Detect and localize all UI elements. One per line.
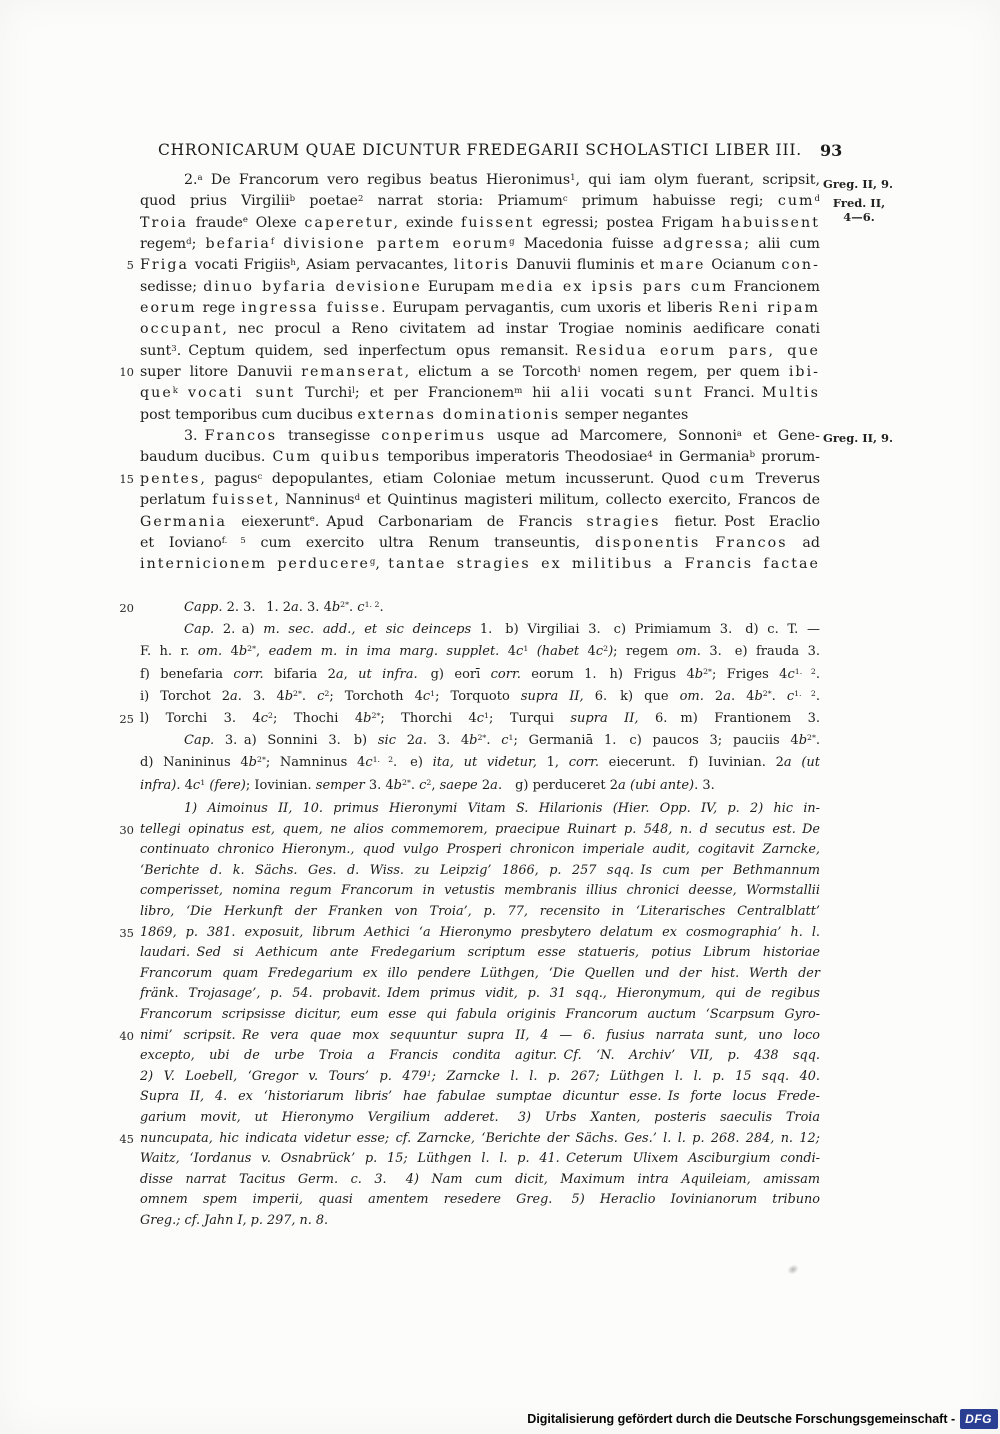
- line-number: 35: [119, 925, 134, 940]
- text-line: [140, 1149, 820, 1170]
- text-line: [140, 319, 820, 340]
- line-text: baudum ducibus. Cum quibus temporibus imperatoris Theodosiae$^4$ in Germania$^b$ prorum-: [140, 449, 820, 466]
- line-text: comperisset, nomina regum Francorum in vetustis membranis illius chronici deesse, Wormstallii: [140, 883, 820, 899]
- line-text: d) Nanininus $4b^{2*}$; Namninus $4c^{1. 2}$. e) ita, ut videtur, 1, corr. eiecerunt. f) Iuvinian. 2a (ut: [140, 755, 820, 771]
- line-text: super litore Danuvii remanserat, elictum a se Torcoth$^i$ nomen regem, per quem ibi-: [140, 364, 821, 381]
- line-number: 15: [119, 471, 134, 486]
- line-text: Francorum quam Fredegarium ex illo pendere Lüthgen, ‘Die Quellen und der hist. Werth der: [140, 965, 820, 981]
- line-text: omnem spem imperii, quasi amentem resedere Greg. 5) Heraclio Iovinianorum tribuno: [140, 1192, 820, 1208]
- line-text: sunt$^3$. Ceptum quidem, sed inperfectum opus remansit. Residua eorum pars, que: [140, 342, 820, 359]
- text-line: [140, 730, 820, 752]
- text-line: [140, 554, 820, 575]
- text-line: [140, 1211, 820, 1232]
- text-line: [140, 298, 820, 319]
- line-text: internicionem perducere$^g$, tantae stragies ex militibus a Francis factae: [140, 556, 820, 573]
- line-text: Waitz, ‘Iordanus v. Osnabrück’ p. 15; Lüthgen l. l. p. 41. Ceterum Ulixem Asciburgium condi-: [140, 1151, 820, 1167]
- line-text: Germania eiexerunt$^e$. Apud Carbonariam de Francis stragies fietur. Post Eraclio: [140, 513, 821, 530]
- text-line: [140, 775, 820, 797]
- margin-citation-greg-1: Greg. II, 9.: [823, 177, 894, 191]
- text-line: [140, 1005, 820, 1026]
- line-text: Greg.; cf. Jahn I, p. 297, n. 8.: [140, 1212, 329, 1228]
- text-line: [119, 820, 820, 841]
- line-number: 20: [119, 601, 134, 615]
- line-text: garium movit, ut Hieronymo Vergilium adderet. 3) Urbs Xanten, posteris saeculis Troia: [140, 1109, 820, 1125]
- text-line: [140, 752, 820, 774]
- line-number: 40: [119, 1028, 134, 1043]
- line-text: libro, ‘Die Herkunft der Franken von Troia’, p. 77, recensito in ‘Literarisches Centralblatt’: [140, 903, 820, 919]
- digitization-credit-text: Digitalisierung gefördert durch die Deutsche Forschungsgemeinschaft -: [527, 1412, 956, 1426]
- line-text: 1869, p. 381. exposuit, librum Aethici ‘a Hieronymo presbytero delatum ex cosmographia’ h. l.: [140, 924, 820, 940]
- line-number: 45: [119, 1131, 134, 1146]
- line-text: quod prius Virgilii$^b$ poetae$^2$ narrat storia: Priamum$^c$ primum habuisse regi; cum$^d$: [140, 193, 820, 210]
- main-latin-text: [119, 170, 821, 576]
- text-line: [140, 1190, 820, 1211]
- line-text: 2) V. Loebell, ‘Gregor v. Tours’ p. $479^1$; Zarncke l. l. p. 267; Lüthgen l. l. p. 15 sqq. 40.: [140, 1068, 820, 1084]
- text-line: [140, 641, 820, 663]
- text-line: [119, 362, 821, 383]
- text-line: [140, 1046, 820, 1067]
- line-text: disse narrat Tacitus Germ. c. 3. 4) Nam cum dicit, Maximum intra Aquileiam, amissam: [140, 1171, 820, 1187]
- text-line: [140, 984, 820, 1005]
- line-text: Cap. 2. a) m. sec. add., et sic deinceps 1. b) Virgiliai 3. c) Primiamum 3. d) c. T. —: [184, 622, 820, 638]
- text-line: [119, 597, 820, 619]
- text-line: [140, 1108, 820, 1129]
- text-line: [126, 255, 820, 276]
- margin-citation-fred: [828, 196, 890, 224]
- text-line: [140, 383, 820, 404]
- text-line: [140, 447, 820, 468]
- line-text: perlatum fuisset, Nanninus$^d$ et Quintinus magisteri militum, collecto exercito, Francos de: [140, 492, 820, 509]
- text-line: [140, 191, 820, 212]
- line-text: i) Torchot 2a. 3. $4b^{2*}$. $c^2$; Torchoth $4c^1$; Torquoto supra II, 6. k) que om. 2a. $4b^{2*}$. $c^{1. 2}$.: [140, 688, 821, 704]
- critical-apparatus: [119, 597, 821, 797]
- text-line: [140, 1067, 820, 1088]
- text-line: [140, 490, 820, 511]
- line-text: que$^k$ vocati sunt Turchi$^l$; et per Francionem$^m$ hii alii vocati sunt Franci. Multis: [140, 385, 820, 402]
- text-line: [119, 469, 820, 490]
- text-line: [140, 277, 820, 298]
- line-text: laudari. Sed si Aethicum ante Fredegarium scriptum esse statueris, potius Librum historiae: [140, 945, 820, 961]
- line-text: fränk. Trojasage’, p. 54. probavit. Idem primus vidit, p. 31 sqq., Hieronymum, qui de regibus: [140, 986, 820, 1002]
- line-number: 5: [126, 258, 134, 273]
- line-text: l) Torchi 3. $4c^2$; Thochi $4b^{2*}$; Thorchi $4c^1$; Turqui supra II, 6. m) Frantionem 3.: [140, 710, 820, 726]
- text-line: [140, 902, 820, 923]
- line-text: Supra II, 4. ex ‘historiarum libris’ hae fabulae sumptae dicuntur esse. Is forte locus Frede-: [140, 1089, 820, 1105]
- line-text: Cap. 3. a) Sonnini 3. b) sic 2a. 3. $4b^{2*}$. $c^1$; Germaniā 1. c) paucos 3; pauciis $4b^{2*}$.: [184, 733, 821, 749]
- line-text: 1) Aimoinus II, 10. primus Hieronymi Vitam S. Hilarionis (Hier. Opp. IV, p. 2) hic in-: [184, 801, 820, 816]
- line-text: ‘Berichte d. k. Sächs. Ges. d. Wiss. zu Leipzig’ 1866, p. 257 sqq. Is cum per Bethmannum: [140, 862, 820, 878]
- line-text: infra). $4c^1$ (fere); Iovinian. semper 3. $4b^{2*}$. $c^2$, saepe 2a. g) perduceret 2a (ubi ante). 3.: [140, 777, 715, 793]
- line-number: 30: [119, 822, 134, 837]
- margin-citation-fred-line2: 4—6.: [843, 210, 875, 224]
- line-text: eorum rege ingressa fuisse. Eurupam pervagantis, cum uxoris et liberis Reni ripam: [140, 300, 821, 317]
- line-text: f) benefaria corr. bifaria 2a, ut infra. g) eorī corr. eorum 1. h) Frigus $4b^{2*}$; Friges $4c^{1. 2}$.: [140, 666, 821, 682]
- footnotes: [119, 799, 820, 1231]
- line-number: 25: [119, 711, 134, 726]
- ink-smudge: [786, 1263, 801, 1277]
- line-text: Troia fraude$^e$ Olexe caperetur, exinde fuissent egressi; postea Frigam habuissent: [140, 214, 820, 231]
- text-line: [140, 1087, 820, 1108]
- text-line: [140, 533, 820, 554]
- text-line: [140, 341, 820, 362]
- running-head-title: CHRONICARUM QUAE DICUNTUR FREDEGARII SCHOLASTICI LIBER III.: [157, 141, 803, 159]
- text-line: [140, 234, 820, 255]
- digitization-credit: [527, 1407, 998, 1431]
- text-line: [140, 512, 820, 533]
- line-text: Francorum scripsisse dicitur, eum esse qui fabula originis Francorum auctum ‘Scarpsum Gyro-: [140, 1006, 820, 1022]
- line-number: 10: [119, 365, 134, 380]
- line-text: continuato chronico Hieronym., quod vulgo Prosperi chronicon imperiale audit, cogitavit Zarncke,: [140, 842, 820, 858]
- text-line: [140, 840, 820, 861]
- line-text: et Ioviano$^{f. 5}$ cum exercito ultra Renum transeuntis, disponentis Francos ad: [140, 534, 820, 551]
- margin-citation-greg-2: Greg. II, 9.: [823, 431, 894, 445]
- dfg-logo: DFG: [960, 1409, 998, 1429]
- line-text: sedisse; dinuo byfaria devisione Eurupam media ex ipsis pars cum Francionem: [140, 278, 820, 295]
- line-text: regem$^d$; befaria$^f$ divisione partem eorum$^g$ Macedonia fuisse adgressa; alii cum: [140, 236, 820, 253]
- text-line: [140, 964, 820, 985]
- line-text: post temporibus cum ducibus externas dominationis semper negantes: [140, 406, 689, 423]
- line-text: 2.$^a$ De Francorum vero regibus beatus Hieronimus$^1$, qui iam olym fuerant, scripsit,: [184, 172, 820, 188]
- text-line: [140, 861, 820, 882]
- text-line: [140, 405, 820, 426]
- line-text: nuncupata, hic indicata videtur esse; cf. Zarncke, ‘Berichte der Sächs. Ges.’ l. l. p. 268. 284, n. 12;: [140, 1130, 820, 1146]
- line-text: pentes, pagus$^c$ depopulantes, etiam Coloniae metum incusserunt. Quod cum Treverus: [140, 470, 820, 487]
- text-line: [140, 881, 820, 902]
- line-text: occupant, nec procul a Reno civitatem ad instar Trogiae nominis aedificare conati: [140, 321, 820, 338]
- text-line: [140, 943, 820, 964]
- text-line: [140, 213, 820, 234]
- line-text: nimi’ scripsit. Re vera quae mox sequuntur supra II, 4 — 6. fusius narrata sunt, uno loco: [140, 1027, 820, 1043]
- text-line: [119, 1026, 820, 1047]
- page-number: 93: [820, 141, 843, 160]
- text-line: [140, 686, 820, 708]
- text-line: [119, 708, 820, 730]
- text-line: [119, 923, 820, 944]
- text-line: [140, 426, 820, 447]
- text-line: [140, 619, 820, 641]
- line-text: Friga vocati Frigiis$^h$, Asiam pervacantes, litoris Danuvii fluminis et mare Ocianum con-: [140, 257, 820, 274]
- line-text: 3. Francos transegisse conperimus usque ad Marcomere, Sonnoni$^a$ et Gene-: [184, 428, 820, 445]
- text-line: [140, 170, 820, 191]
- text-line: [140, 799, 820, 820]
- text-line: [140, 664, 820, 686]
- line-text: Capp. 2. 3. 1. 2a. 3. $4b^{2*}$. $c^{1. 2}$.: [184, 600, 384, 615]
- margin-citation-fred-line1: Fred. II,: [832, 196, 886, 210]
- line-text: excepto, ubi de urbe Troia a Francis condita agitur. Cf. ‘N. Archiv’ VII, p. 438 sqq.: [140, 1048, 820, 1064]
- text-line: [119, 1129, 820, 1150]
- line-text: tellegi opinatus est, quem, ne alios commemorem, praecipue Ruinart p. 548, n. d secutus est. De: [140, 821, 820, 837]
- text-line: [140, 1170, 820, 1191]
- line-text: F. h. r. om. $4b^{2*}$, eadem m. in ima marg. supplet. $4c^1$ (habet $4c^2$); regem om. 3. e) frauda 3.: [140, 644, 821, 660]
